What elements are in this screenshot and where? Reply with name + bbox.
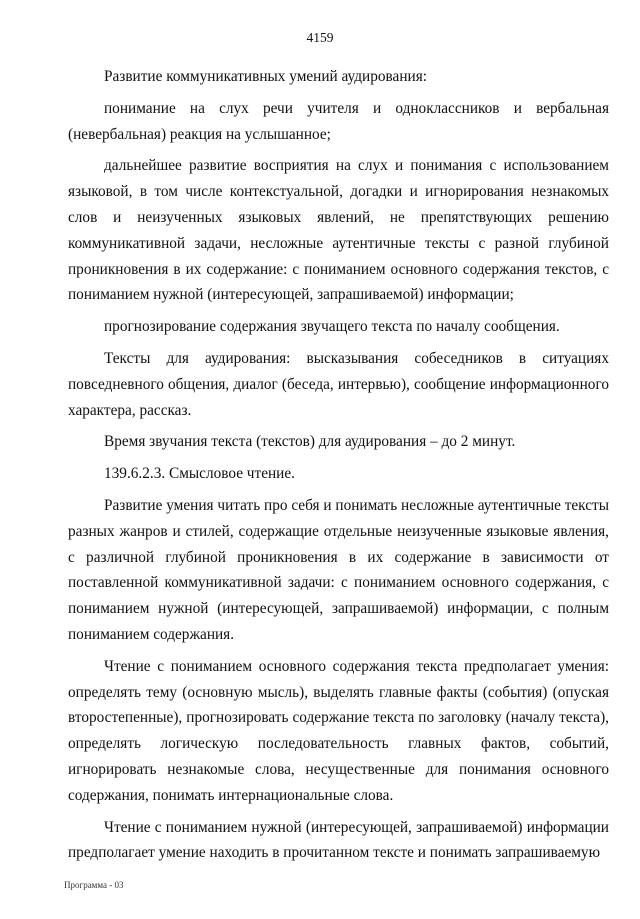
paragraph: понимание на слух речи учителя и одноклассников и вербальная (невербальная) реакция на услышанное; bbox=[68, 99, 609, 143]
paragraph: Время звучания текста (текстов) для аудирования – до 2 минут. bbox=[104, 433, 516, 451]
paragraph: Развитие умения читать про себя и понимать несложные аутентичные тексты разных жанров и стилей, содержащие отдельные неизученные языковые явления, с различной глубиной проникновения в их содержание в зависимости от поставленной коммуникативной задачи: с пониманием основного содержания, с пониманием нужной (интересующей, запрашиваемой) информации, с полным пониманием содержания. bbox=[68, 496, 609, 643]
section-heading: 139.6.2.3. Смысловое чтение. bbox=[104, 465, 295, 483]
paragraph: Чтение с пониманием нужной (интересующей, запрашиваемой) информации предполагает умение находить в прочитанном тексте и понимать запрашиваемую bbox=[68, 818, 609, 862]
paragraph: Тексты для аудирования: высказывания собеседников в ситуациях повседневного общения, диалог (беседа, интервью), сообщение информационного характера, рассказ. bbox=[68, 349, 609, 419]
paragraph: Чтение с пониманием основного содержания текста предполагает умения: определять тему (основную мысль), выделять главные факты (события) (опуская второстепенные), прогнозировать содержание текста по заголовку (началу текста), определять логическую последовательность главных фактов, событий, игнорировать незнакомые слова, несущественные для понимания основного содержания, понимать интернациональные слова. bbox=[68, 657, 609, 804]
footer-label: Программа - 03 bbox=[64, 880, 124, 890]
page-number: 4159 bbox=[306, 30, 334, 45]
paragraph: Развитие коммуникативных умений аудирования: bbox=[104, 68, 427, 85]
paragraph: прогнозирование содержания звучащего текста по началу сообщения. bbox=[104, 318, 560, 336]
paragraph: дальнейшее развитие восприятия на слух и понимания с использованием языковой, в том числе контекстуальной, догадки и игнорирования незнакомых слов и неизученных языковых явлений, не препятствующих решению коммуникативной задачи, несложные аутентичные тексты с разной глубиной проникновения в их содержание: с пониманием основного содержания текстов, с пониманием нужной (интересующей, запрашиваемой) информации; bbox=[68, 157, 609, 304]
document-body bbox=[68, 64, 609, 872]
